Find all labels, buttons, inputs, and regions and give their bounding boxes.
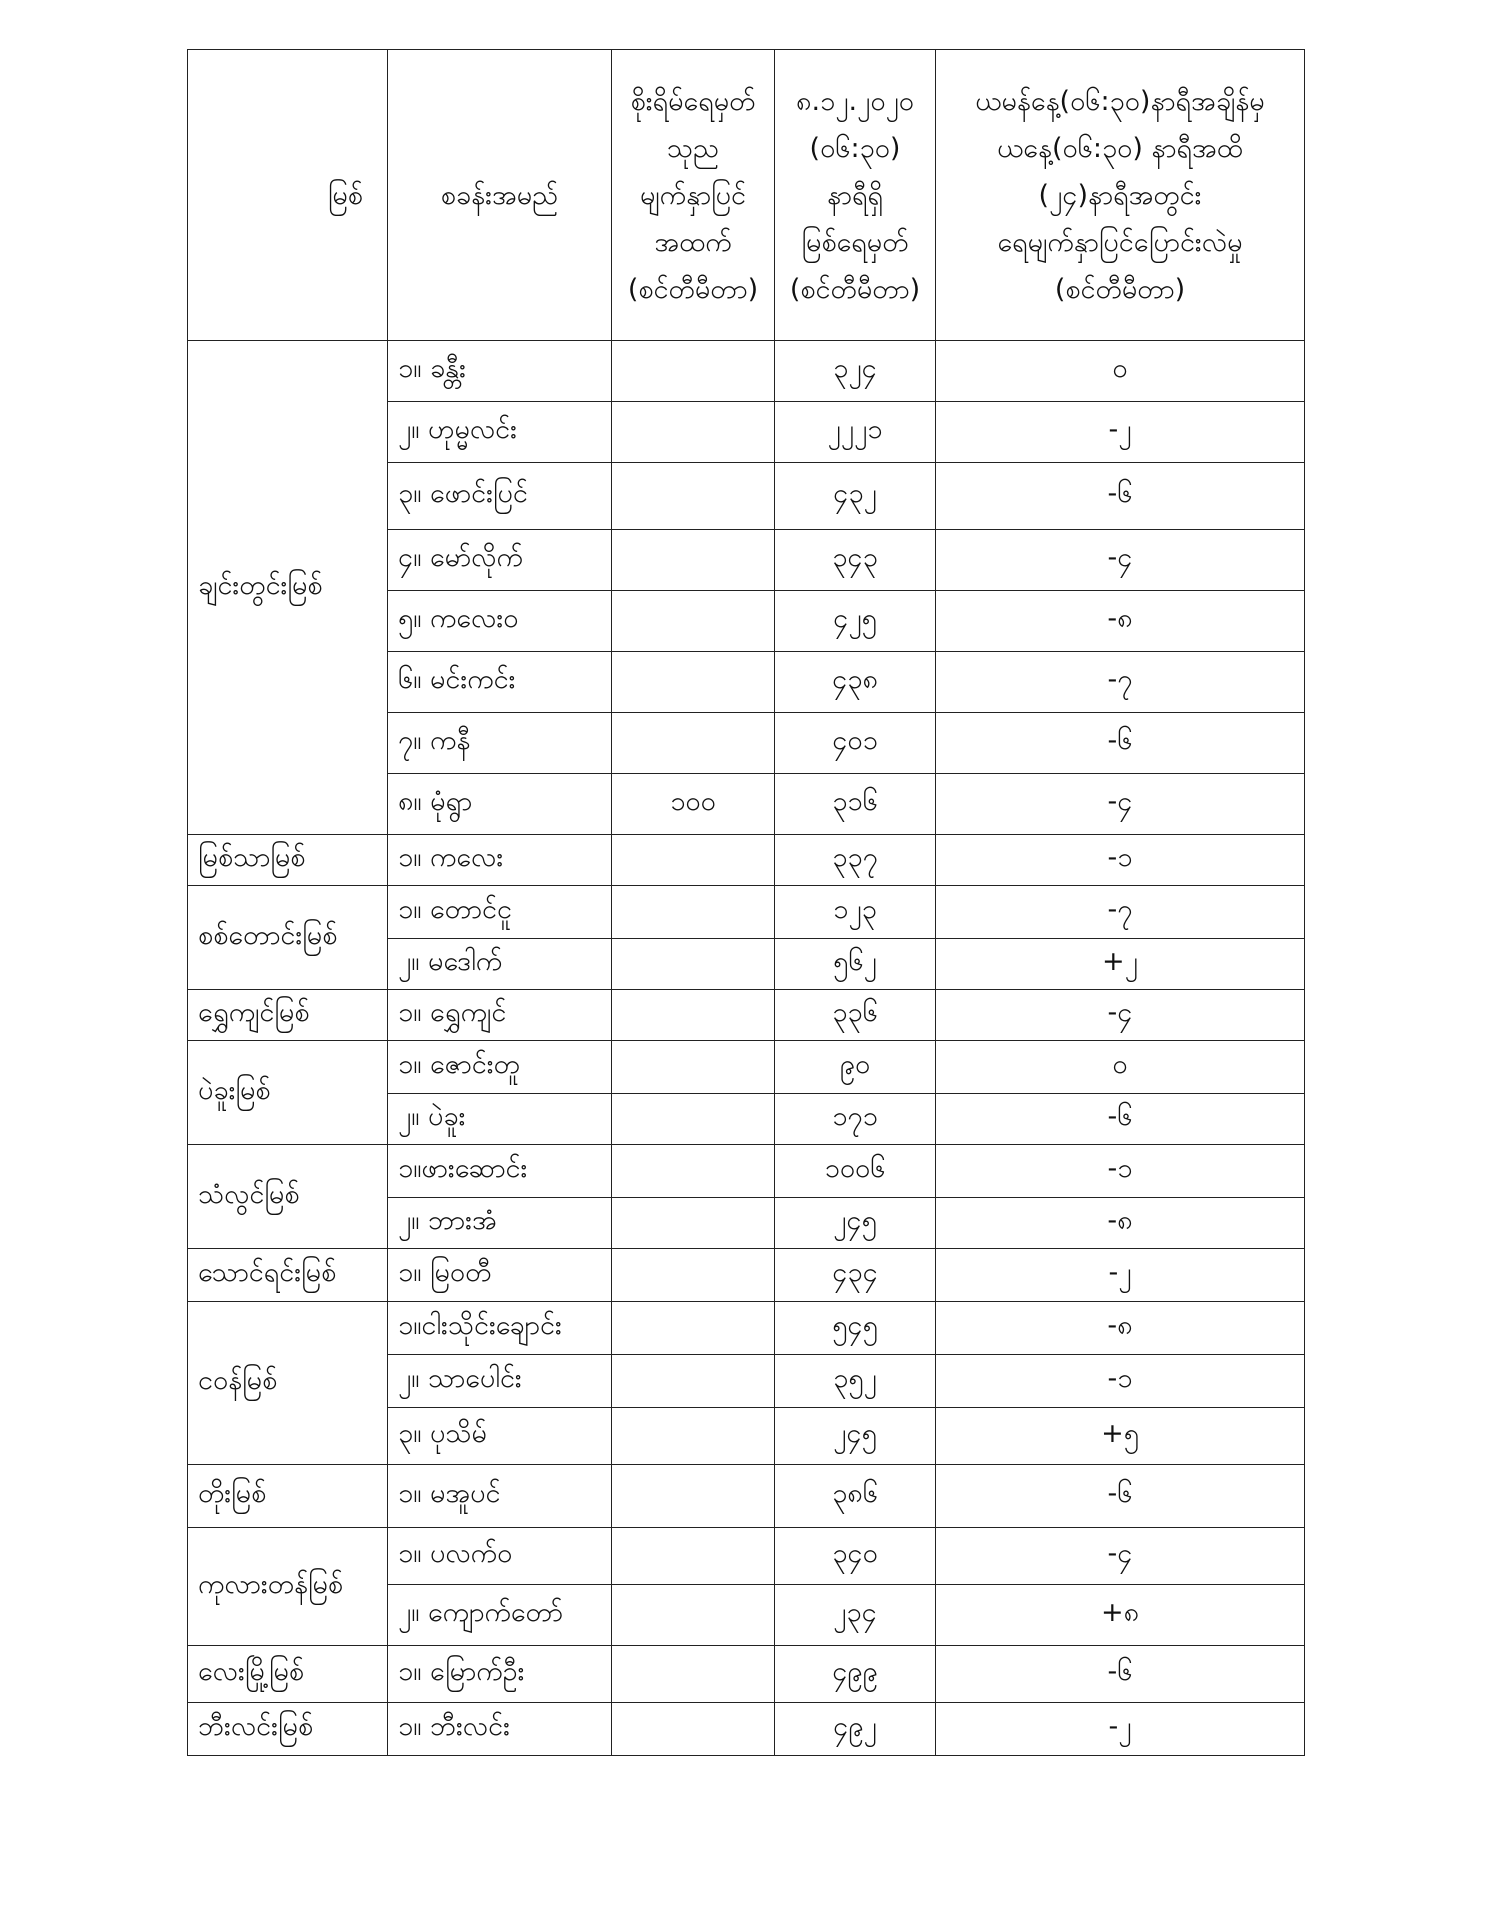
water-level-cell: ၉၀: [775, 1041, 936, 1094]
danger-level-cell: [612, 1249, 775, 1302]
station-name-cell: ၂။ ဟုမ္မလင်း: [388, 402, 612, 463]
header-row: [188, 50, 1305, 341]
danger-level-cell: [612, 1302, 775, 1355]
danger-level-cell: [612, 939, 775, 990]
station-name-cell: ၄။ မော်လိုက်: [388, 530, 612, 591]
river-level-table: [187, 49, 1305, 1756]
water-level-cell: ၅၄၅: [775, 1302, 936, 1355]
header-current-level: [775, 50, 936, 341]
station-name-cell: ၆။ မင်းကင်း: [388, 652, 612, 713]
water-level-cell: ၁၇၁: [775, 1094, 936, 1145]
river-name-cell: ချင်းတွင်းမြစ်: [188, 341, 388, 835]
station-name-cell: ၂။ ကျောက်တော်: [388, 1585, 612, 1646]
water-level-cell: ၄၃၂: [775, 463, 936, 530]
level-change-cell: -၆: [936, 713, 1305, 774]
station-name-cell: ၂။ ဘားအံ: [388, 1198, 612, 1249]
header-station-text: စခန်းအမည်: [440, 179, 559, 211]
danger-level-cell: [612, 1528, 775, 1585]
river-name-cell: ပဲခူးမြစ်: [188, 1041, 388, 1145]
table-row: [188, 990, 1305, 1041]
table-row: [188, 1041, 1305, 1094]
water-level-cell: ၂၃၄: [775, 1585, 936, 1646]
level-change-cell: -၇: [936, 886, 1305, 939]
water-level-cell: ၂၄၅: [775, 1408, 936, 1465]
station-name-cell: ၁။ မြဝတီ: [388, 1249, 612, 1302]
water-level-cell: ၄၀၁: [775, 713, 936, 774]
level-change-cell: -၆: [936, 1094, 1305, 1145]
water-level-cell: ၃၃၇: [775, 835, 936, 886]
level-change-cell: -၄: [936, 774, 1305, 835]
table-row: [188, 341, 1305, 402]
station-name-cell: ၇။ ကနီ: [388, 713, 612, 774]
level-change-cell: -၆: [936, 1646, 1305, 1703]
river-name-cell: မြစ်သာမြစ်: [188, 835, 388, 886]
danger-level-cell: [612, 652, 775, 713]
level-change-cell: ၀: [936, 341, 1305, 402]
station-name-cell: ၃။ ပုသိမ်: [388, 1408, 612, 1465]
level-change-cell: -၂: [936, 402, 1305, 463]
danger-level-cell: [612, 591, 775, 652]
danger-level-cell: [612, 530, 775, 591]
header-change: [936, 50, 1305, 341]
river-name-cell: ရွှေကျင်မြစ်: [188, 990, 388, 1041]
header-danger-level-text: စိုးရိမ်ရေမှတ် သုည မျက်နှာပြင် အထက် (စင်တီမီတာ): [627, 85, 759, 305]
table-row: [188, 835, 1305, 886]
station-name-cell: ၈။ မုံရွာ: [388, 774, 612, 835]
table-row: [188, 1646, 1305, 1703]
level-change-cell: ၀: [936, 1041, 1305, 1094]
header-station: [388, 50, 612, 341]
header-danger-level: [612, 50, 775, 341]
station-name-cell: ၃။ ဖောင်းပြင်: [388, 463, 612, 530]
danger-level-cell: [612, 1703, 775, 1756]
danger-level-cell: [612, 1094, 775, 1145]
station-name-cell: ၁။ မြောက်ဦး: [388, 1646, 612, 1703]
station-name-cell: ၁။ ဇောင်းတူ: [388, 1041, 612, 1094]
level-change-cell: -၁: [936, 835, 1305, 886]
water-level-cell: ၄၃၈: [775, 652, 936, 713]
station-name-cell: ၂။ သာပေါင်း: [388, 1355, 612, 1408]
station-name-cell: ၂။ မဒေါက်: [388, 939, 612, 990]
station-name-cell: ၁။ဖားဆောင်း: [388, 1145, 612, 1198]
danger-level-cell: [612, 1145, 775, 1198]
water-level-cell: ၃၅၂: [775, 1355, 936, 1408]
danger-level-cell: [612, 1585, 775, 1646]
level-change-cell: -၁: [936, 1145, 1305, 1198]
water-level-cell: ၄၉၂: [775, 1703, 936, 1756]
station-name-cell: ၁။ ရွှေကျင်: [388, 990, 612, 1041]
level-change-cell: -၇: [936, 652, 1305, 713]
danger-level-cell: [612, 402, 775, 463]
station-name-cell: ၁။ မအူပင်: [388, 1465, 612, 1528]
table-row: [188, 1703, 1305, 1756]
water-level-cell: ၂၂၂၁: [775, 402, 936, 463]
water-level-cell: ၃၁၆: [775, 774, 936, 835]
danger-level-cell: [612, 886, 775, 939]
water-level-cell: ၃၃၆: [775, 990, 936, 1041]
water-level-cell: ၃၄၀: [775, 1528, 936, 1585]
level-change-cell: +၂: [936, 939, 1305, 990]
level-change-cell: +၅: [936, 1408, 1305, 1465]
danger-level-cell: [612, 1355, 775, 1408]
table-row: [188, 886, 1305, 939]
station-name-cell: ၅။ ကလေးဝ: [388, 591, 612, 652]
header-current-level-text: ၈.၁၂.၂၀၂၀ (၀၆:၃၀) နာရီရှိ မြစ်ရေမှတ် (စင်တီမီတာ): [789, 85, 921, 305]
danger-level-cell: [612, 1198, 775, 1249]
water-level-cell: ၃၈၆: [775, 1465, 936, 1528]
level-change-cell: -၄: [936, 990, 1305, 1041]
danger-level-cell: [612, 463, 775, 530]
water-level-cell: ၁၂၃: [775, 886, 936, 939]
river-name-cell: သံလွင်မြစ်: [188, 1145, 388, 1249]
header-river-text: မြစ်: [327, 179, 363, 211]
water-level-cell: ၃၄၃: [775, 530, 936, 591]
water-level-cell: ၅၆၂: [775, 939, 936, 990]
level-change-cell: -၈: [936, 591, 1305, 652]
level-change-cell: -၄: [936, 1528, 1305, 1585]
table-body: [188, 341, 1305, 1756]
water-level-cell: ၃၂၄: [775, 341, 936, 402]
level-change-cell: -၁: [936, 1355, 1305, 1408]
water-level-cell: ၄၂၅: [775, 591, 936, 652]
station-name-cell: ၁။ငါးသိုင်းချောင်း: [388, 1302, 612, 1355]
station-name-cell: ၁။ ဘီးလင်း: [388, 1703, 612, 1756]
header-river: [188, 50, 388, 341]
river-name-cell: ကုလားတန်မြစ်: [188, 1528, 388, 1646]
level-change-cell: -၆: [936, 1465, 1305, 1528]
danger-level-cell: ၁၀၀: [612, 774, 775, 835]
level-change-cell: -၂: [936, 1703, 1305, 1756]
river-name-cell: လေးမြို့မြစ်: [188, 1646, 388, 1703]
level-change-cell: -၂: [936, 1249, 1305, 1302]
water-level-cell: ၁၀၀၆: [775, 1145, 936, 1198]
danger-level-cell: [612, 341, 775, 402]
station-name-cell: ၁။ ပလက်ဝ: [388, 1528, 612, 1585]
level-change-cell: +၈: [936, 1585, 1305, 1646]
danger-level-cell: [612, 835, 775, 886]
table-row: [188, 1465, 1305, 1528]
river-name-cell: တိုးမြစ်: [188, 1465, 388, 1528]
header-change-text: ယမန်နေ့(၀၆:၃၀)နာရီအချိန်မှ ယနေ့(၀၆:၃၀) နာရီအထိ (၂၄)နာရီအတွင်း ရေမျက်နှာပြင်ပြောင်းလဲမှု (စင်တီမီတာ): [975, 85, 1265, 305]
station-name-cell: ၁။ ခန္တီး: [388, 341, 612, 402]
river-name-cell: ငဝန်မြစ်: [188, 1302, 388, 1465]
level-change-cell: -၈: [936, 1302, 1305, 1355]
level-change-cell: -၆: [936, 463, 1305, 530]
danger-level-cell: [612, 990, 775, 1041]
level-change-cell: -၄: [936, 530, 1305, 591]
river-name-cell: စစ်တောင်းမြစ်: [188, 886, 388, 990]
table-row: [188, 1145, 1305, 1198]
table-row: [188, 1302, 1305, 1355]
river-name-cell: ဘီးလင်းမြစ်: [188, 1703, 388, 1756]
water-level-cell: ၄၉၉: [775, 1646, 936, 1703]
level-change-cell: -၈: [936, 1198, 1305, 1249]
danger-level-cell: [612, 1041, 775, 1094]
danger-level-cell: [612, 1408, 775, 1465]
water-level-cell: ၂၄၅: [775, 1198, 936, 1249]
danger-level-cell: [612, 713, 775, 774]
table-row: [188, 1249, 1305, 1302]
station-name-cell: ၁။ ကလေး: [388, 835, 612, 886]
water-level-cell: ၄၃၄: [775, 1249, 936, 1302]
station-name-cell: ၂။ ပဲခူး: [388, 1094, 612, 1145]
river-name-cell: သောင်ရင်းမြစ်: [188, 1249, 388, 1302]
danger-level-cell: [612, 1465, 775, 1528]
table-row: [188, 1528, 1305, 1585]
danger-level-cell: [612, 1646, 775, 1703]
station-name-cell: ၁။ တောင်ငူ: [388, 886, 612, 939]
